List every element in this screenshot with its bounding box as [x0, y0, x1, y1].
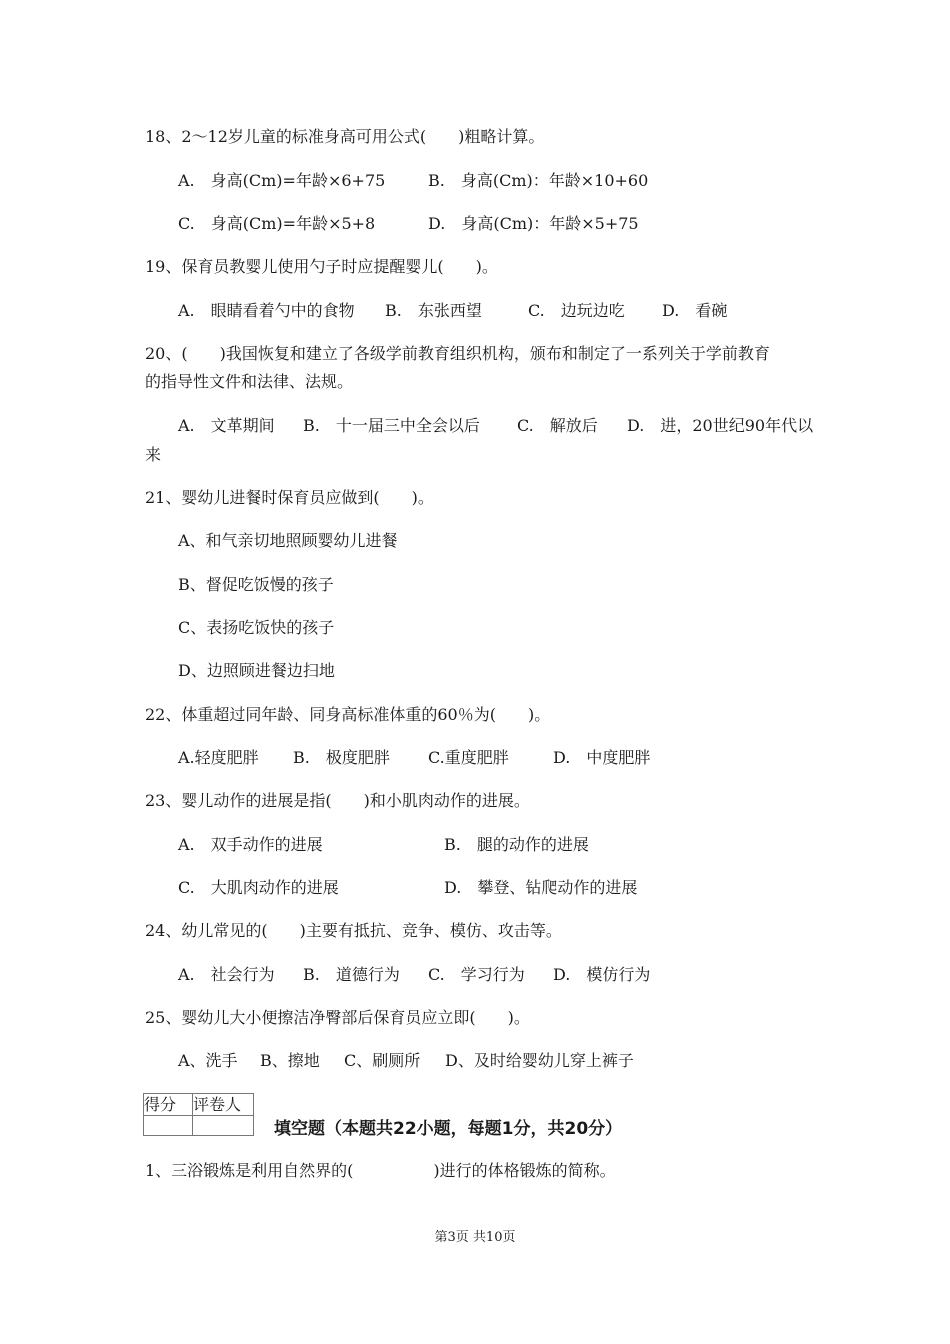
- question-24-option-c: C. 学习行为: [428, 965, 525, 984]
- grader-cell: [193, 1116, 254, 1136]
- question-18-option-b: B. 身高(Cm)：年龄×10+60: [428, 171, 649, 190]
- question-18-option-d: D. 身高(Cm)：年龄×5+75: [428, 214, 639, 233]
- question-23-option-d: D. 攀登、钻爬动作的进展: [444, 878, 638, 897]
- question-25-option-c: C、刷厕所: [344, 1051, 421, 1070]
- question-20-stem-line2: 的指导性文件和法律、法规。: [145, 372, 354, 391]
- question-21-option-d: D、边照顾进餐边扫地: [178, 661, 335, 680]
- score-table: [143, 1093, 254, 1136]
- question-18-option-a: A. 身高(Cm)=年龄×6+75: [178, 171, 386, 190]
- question-21-option-b: B、督促吃饭慢的孩子: [178, 575, 334, 594]
- question-24-option-d: D. 模仿行为: [553, 965, 651, 984]
- question-20-option-a: A. 文革期间: [178, 416, 275, 435]
- question-23-stem: 23、婴儿动作的进展是指( )和小肌肉动作的进展。: [145, 791, 530, 810]
- question-24-option-a: A. 社会行为: [178, 965, 275, 984]
- question-23-option-c: C. 大肌肉动作的进展: [178, 878, 339, 897]
- question-20-option-d: D. 进，20世纪90年代以: [627, 416, 814, 435]
- question-22-option-b: B. 极度肥胖: [293, 748, 390, 767]
- question-20-stem-line1: 20、( )我国恢复和建立了各级学前教育组织机构，颁布和制定了一系列关于学前教育: [145, 344, 770, 363]
- question-22-option-c: C.重度肥胖: [428, 748, 509, 767]
- question-24-option-b: B. 道德行为: [303, 965, 400, 984]
- question-19-option-d: D. 看碗: [662, 301, 728, 320]
- question-18-stem: 18、2～12岁儿童的标准身高可用公式( )粗略计算。: [145, 127, 545, 146]
- question-19-option-b: B. 东张西望: [385, 301, 482, 320]
- score-cell: [144, 1116, 193, 1136]
- grader-label: 评卷人: [193, 1094, 254, 1116]
- question-21-stem: 21、婴幼儿进餐时保育员应做到( )。: [145, 488, 434, 507]
- question-22-option-d: D. 中度肥胖: [553, 748, 651, 767]
- question-19-stem: 19、保育员教婴儿使用勺子时应提醒婴儿( )。: [145, 257, 498, 276]
- section-title: 填空题（本题共22小题，每题1分，共20分）: [274, 1119, 623, 1139]
- question-20-option-c: C. 解放后: [517, 416, 598, 435]
- question-23-option-b: B. 腿的动作的进展: [444, 835, 589, 854]
- question-20-option-b: B. 十一届三中全会以后: [303, 416, 480, 435]
- question-22-option-a: A.轻度肥胖: [178, 748, 259, 767]
- page-footer: 第3页 共10页: [434, 1230, 516, 1245]
- question-19-option-c: C. 边玩边吃: [528, 301, 625, 320]
- score-label: 得分: [144, 1094, 193, 1116]
- question-23-option-a: A. 双手动作的进展: [178, 835, 323, 854]
- question-24-stem: 24、幼儿常见的( )主要有抵抗、竞争、模仿、攻击等。: [145, 921, 562, 940]
- question-19-option-a: A. 眼睛看着勺中的食物: [178, 301, 355, 320]
- question-22-stem: 22、体重超过同年龄、同身高标准体重的60％为( )。: [145, 705, 551, 724]
- question-21-option-c: C、表扬吃饭快的孩子: [178, 618, 335, 637]
- fill-blank-question-1: 1、三浴锻炼是利用自然界的( )进行的体格锻炼的简称。: [145, 1161, 616, 1180]
- question-20-option-d-continued: 来: [145, 445, 162, 464]
- question-21-option-a: A、和气亲切地照顾婴幼儿进餐: [178, 531, 398, 550]
- question-25-stem: 25、婴幼儿大小便擦洁净臀部后保育员应立即( )。: [145, 1008, 530, 1027]
- question-25-option-b: B、擦地: [260, 1051, 320, 1070]
- question-25-option-d: D、及时给婴幼儿穿上裤子: [445, 1051, 634, 1070]
- question-18-option-c: C. 身高(Cm)=年龄×5+8: [178, 214, 376, 233]
- question-25-option-a: A、洗手: [178, 1051, 238, 1070]
